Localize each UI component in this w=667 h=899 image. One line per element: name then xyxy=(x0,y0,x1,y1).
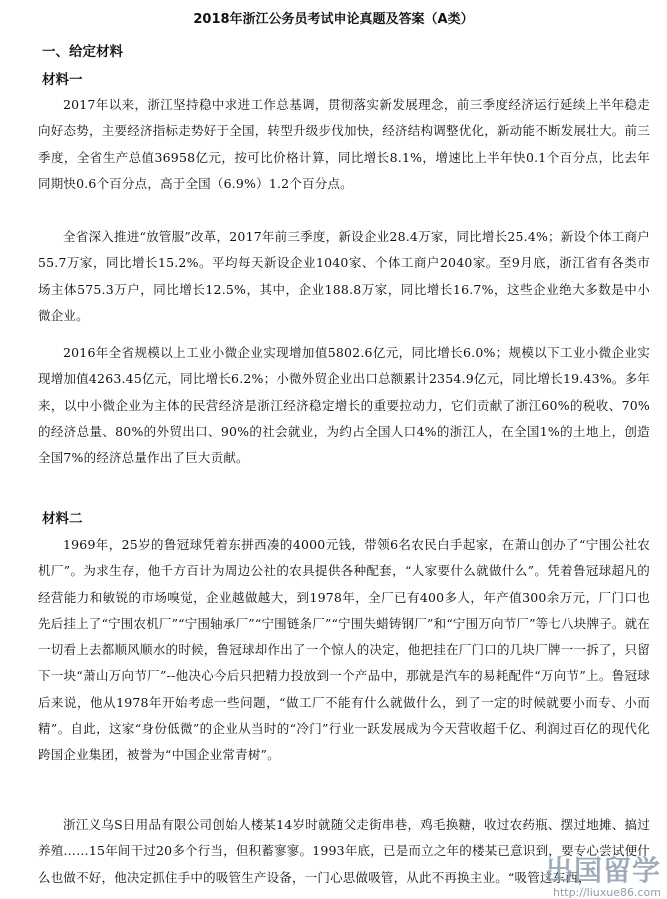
material-2-paragraph-2: 浙江义乌S日用品有限公司创始人楼某14岁时就随父走街串巷，鸡毛换糖，收过农药瓶、摆过地摊、搞过养殖……15年间干过20多个行当，但积蓄寥寥。1993年底，已是而立之年的楼某已意识到，要专心尝试便什么也做不好，他决定抓住手中的吸管生产设备，一门心思做吸管，从此不再换主业。“吸管这东西， xyxy=(38,817,650,885)
material-2-heading: 材料二 xyxy=(42,511,83,527)
watermark-url: http://liuxue86.com xyxy=(552,886,661,899)
material-1-paragraph-2: 全省深入推进“放管服”改革，2017年前三季度，新设企业28.4万家，同比增长25.4%；新设个体工商户55.7万家，同比增长15.2%。平均每天新设企业1040家、个体工商户2040家。至9月底，浙江省有各类市场主体575.3万户，同比增长12.5%，其中，企业188.8万家，同比增长16.7%，这些企业绝大多数是中小微企业。 xyxy=(38,229,650,323)
material-1-heading: 材料一 xyxy=(42,72,83,88)
document-title: 2018年浙江公务员考试申论真题及答案（A类） xyxy=(193,12,474,27)
material-1-paragraph-1: 2017年以来，浙江坚持稳中求进工作总基调，贯彻落实新发展理念，前三季度经济运行延续上半年稳走向好态势，主要经济指标走势好于全国，转型升级步伐加快，经济结构调整优化，新动能不断发展壮大。前三季度，全省生产总值36958亿元，按可比价格计算，同比增长8.1%，增速比上半年快0.1个百分点，比去年同期快0.6个百分点，高于全国（6.9%）1.2个百分点。 xyxy=(38,97,650,191)
material-1-paragraph-3: 2016年全省规模以上工业小微企业实现增加值5802.6亿元，同比增长6.0%；规模以下工业小微企业实现增加值4263.45亿元，同比增长6.2%；小微外贸企业出口总额累计2354.9亿元，同比增长19.43%。多年来，以中小微企业为主体的民营经济是浙江经济稳定增长的重要拉动力，它们贡献了浙江60%的税收、70%的经济总量、80%的外贸出口、90%的社会就业，为约占全国人口4%的浙江人，在全国1%的土地上，创造全国7%的经济总量作出了巨大贡献。 xyxy=(38,345,650,466)
section-heading: 一、给定材料 xyxy=(42,44,123,60)
watermark-logo: 出国留学 xyxy=(544,854,661,887)
site-watermark xyxy=(545,856,661,899)
material-2-paragraph-1: 1969年，25岁的鲁冠球凭着东拼西凑的4000元钱，带领6名农民白手起家，在萧山创办了“宁围公社农机厂”。为求生存，他千方百计为周边公社的农具提供各种配套，“人家要什么就做什么”。凭着鲁冠球超凡的经营能力和敏锐的市场嗅觉，企业越做越大，到1978年，全厂已有400多人，年产值300余万元，厂门口也先后挂上了“宁围农机厂”“宁围轴承厂”“宁围链条厂”“宁围失蜡铸钢厂”和“宁围万向节厂”等七八块牌子。就在一切看上去都顺风顺水的时候，鲁冠球却作出了一个惊人的决定，他把挂在厂门口的几块厂牌一一拆了，只留下一块“萧山万向节厂”--他决心今后只把精力投放到一个产品中，那就是汽车的易耗配件“万向节”上。鲁冠球后来说，他从1978年开始考虑一些问题，“做工厂不能有什么就做什么，到了一定的时候就要小而专、小而精”。自此，这家“身份低微”的企业从当时的“冷门”行业一跃发展成为今天营收超千亿、利润过百亿的现代化跨国企业集团，被誉为“中国企业常青树”。 xyxy=(38,537,650,763)
